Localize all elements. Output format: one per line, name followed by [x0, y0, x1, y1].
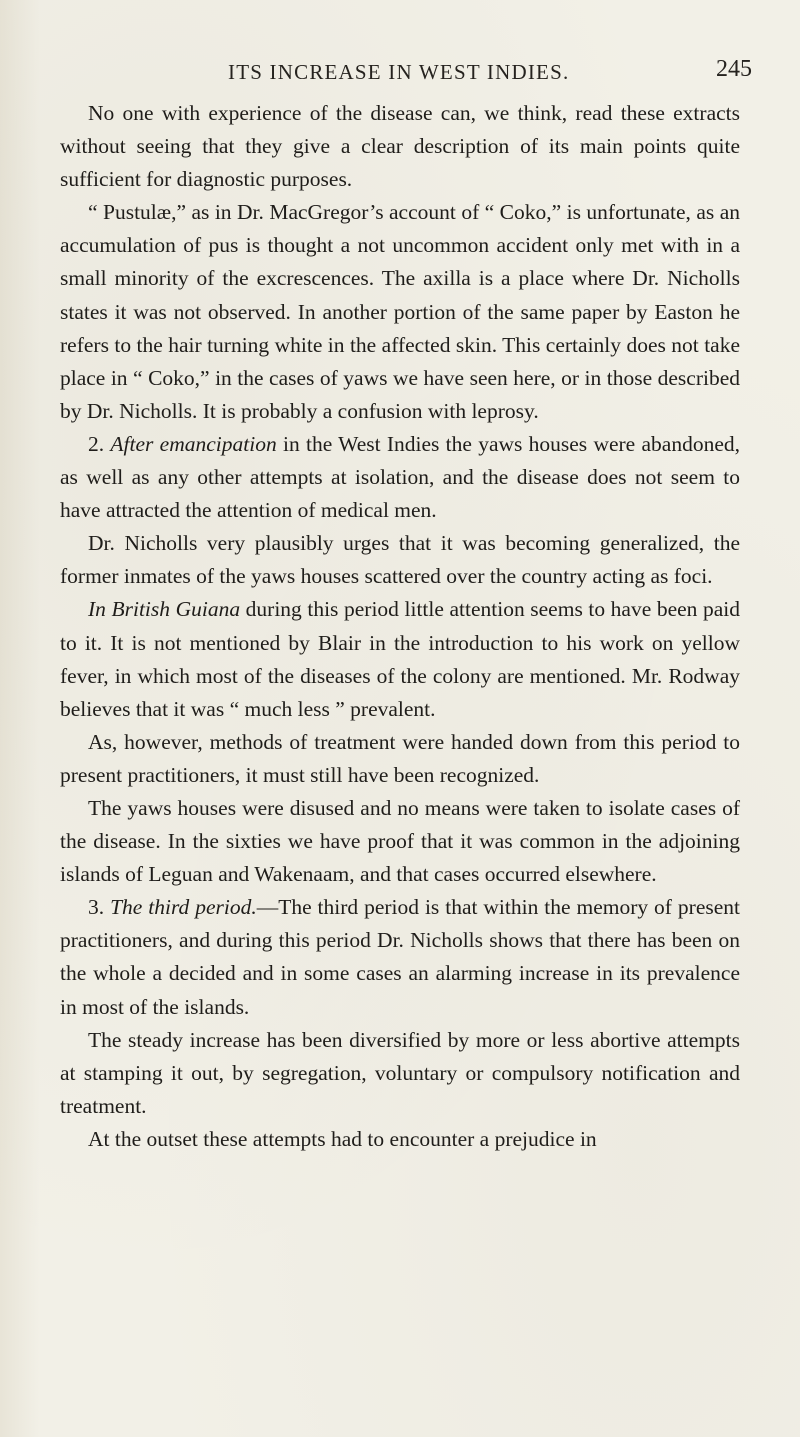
paragraph: “ Pustulæ,” as in Dr. MacGregor’s account of “ Coko,” is unfortunate, as an accumulation of pus is thought a not uncommon accident only met with in a small minority of the excrescences. The axilla is a place where Dr. Nicholls states it was not observed. In another portion of the same paper by Easton he refers to the hair turning white in the affected skin. This certainly does not take place in “ Coko,” in the cases of yaws we have seen here, or in those described by Dr. Nicholls. It is probably a confusion with leprosy. — [60, 200, 740, 423]
paragraph: 3. The third period.—The third period is that within the memory of present practitioners, and during this period Dr. Nicholls shows that there has been on the whole a decided and in some cases an alarming increase in its prevalence in most of the islands. — [60, 895, 740, 1019]
paragraph: The yaws houses were disused and no means were taken to isolate cases of the disease. In the sixties we have proof that it was common in the adjoining islands of Leguan and Wakenaam, and that cases occurred elsewhere. — [60, 795, 740, 887]
paragraph: No one with experience of the disease can, we think, read these extracts without seeing that they give a clear description of its main points quite sufficient for diagnostic purposes. — [60, 101, 740, 192]
body-text — [60, 97, 740, 1156]
section-number: 2. — [88, 431, 105, 456]
italic-heading: The third period. — [110, 895, 257, 920]
italic-heading: In British Guiana — [88, 597, 241, 622]
paragraph: Dr. Nicholls very plausibly urges that it was becoming generalized, the former inmates of the yaws houses scattered over the country acting as foci. — [60, 531, 740, 589]
section-number: 3. — [88, 895, 105, 920]
paragraph: In British Guiana during this period little attention seems to have been paid to it. It is not mentioned by Blair in the introduction to his work on yellow fever, in which most of the diseases of the colony are mentioned. Mr. Rodway believes that it was “ much less ” prevalent. — [60, 597, 740, 721]
paragraph: At the outset these attempts had to encounter a prejudice in — [88, 1126, 597, 1151]
italic-heading: After emancipation — [110, 431, 277, 456]
running-head: ITS INCREASE IN WEST INDIES. — [228, 60, 570, 84]
page-number: 245 — [716, 56, 752, 82]
paragraph: As, however, methods of treatment were handed down from this period to present practitioners, it must still have been recognized. — [60, 729, 740, 787]
paragraph: 2. After emancipation in the West Indies the yaws houses were abandoned, as well as any other attempts at isolation, and the disease does not seem to have attracted the attention of medical men. — [60, 431, 740, 523]
paragraph: The steady increase has been diversified by more or less abortive attempts at stamping it out, by segregation, voluntary or compulsory notification and treatment. — [60, 1027, 740, 1118]
